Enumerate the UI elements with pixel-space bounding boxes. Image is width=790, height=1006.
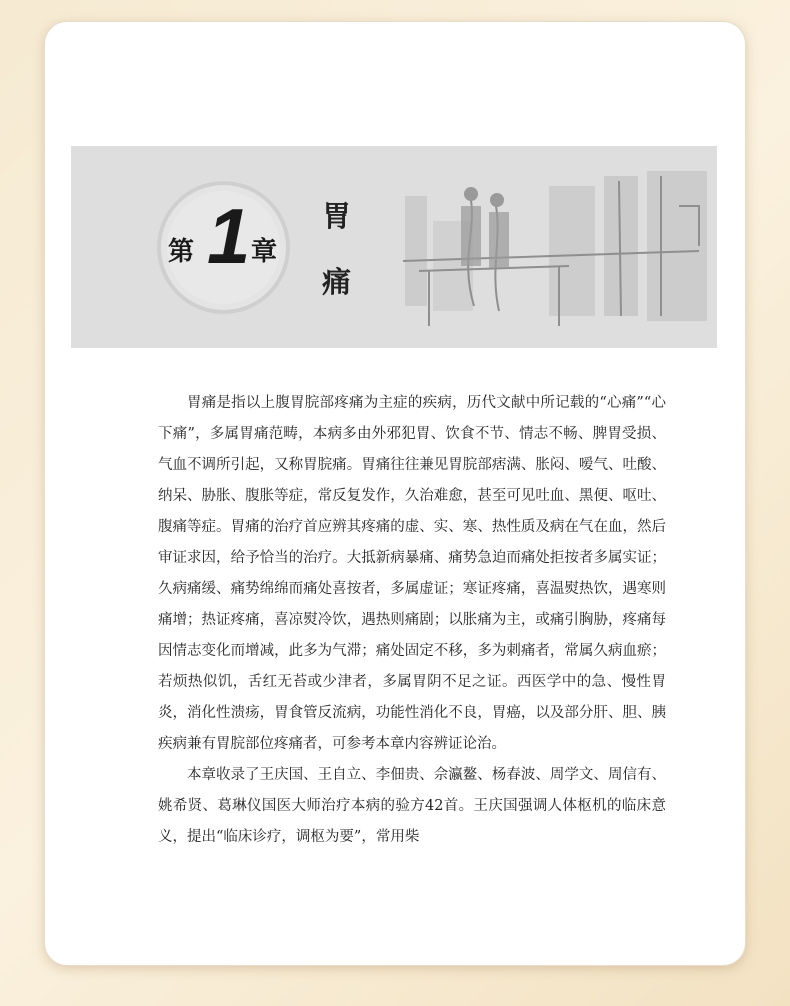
book-page — [45, 22, 745, 965]
chapter-banner — [71, 146, 717, 348]
chapter-title-char-1: 胃 — [322, 199, 352, 233]
body-paragraph-1: 胃痛是指以上腹胃脘部疼痛为主症的疾病，历代文献中所记载的“心痛”“心下痛”，多属胃痛范畴，本病多由外邪犯胃、饮食不节、情志不畅、脾胃受损、气血不调所引起，又称胃脘痛。胃痛往往兼见胃脘部痞满、胀闷、嗳气、吐酸、纳呆、胁胀、腹胀等症，常反复发作，久治难愈，甚至可见吐血、黑便、呕吐、腹痛等症。胃痛的治疗首应辨其疼痛的虚、实、寒、热性质及病在气在血，然后审证求因，给予恰当的治疗。大抵新病暴痛、痛势急迫而痛处拒按者多属实证；久病痛缓、痛势绵绵而痛处喜按者，多属虚证；寒证疼痛，喜温熨热饮，遇寒则痛增；热证疼痛，喜凉熨冷饮，遇热则痛剧；以胀痛为主，或痛引胸胁，疼痛每因情志变化而增减，此多为气滞；痛处固定不移，多为刺痛者，常属久病血瘀；若烦热似饥，舌红无苔或少津者，多属胃阴不足之证。西医学中的急、慢性胃炎，消化性溃疡，胃食管反流病，功能性消化不良，胃癌，以及部分肝、胆、胰疾病兼有胃脘部位疼痛者，可参考本章内容辨证论治。 — [158, 395, 666, 752]
chapter-label-suffix: 章 — [251, 237, 278, 267]
chapter-number: 1 — [207, 192, 251, 280]
ink-illustration — [399, 166, 715, 331]
chapter-body — [158, 388, 666, 853]
chapter-label-prefix: 第 — [168, 237, 195, 267]
chapter-badge — [157, 181, 290, 314]
body-paragraph-2: 本章收录了王庆国、王自立、李佃贵、佘瀛鳌、杨春波、周学文、周信有、姚希贤、葛琳仪国医大师治疗本病的验方42首。王庆国强调人体枢机的临床意义，提出“临床诊疗，调枢为要”，常用柴 — [158, 767, 666, 845]
chapter-title-char-2: 痛 — [322, 265, 352, 299]
